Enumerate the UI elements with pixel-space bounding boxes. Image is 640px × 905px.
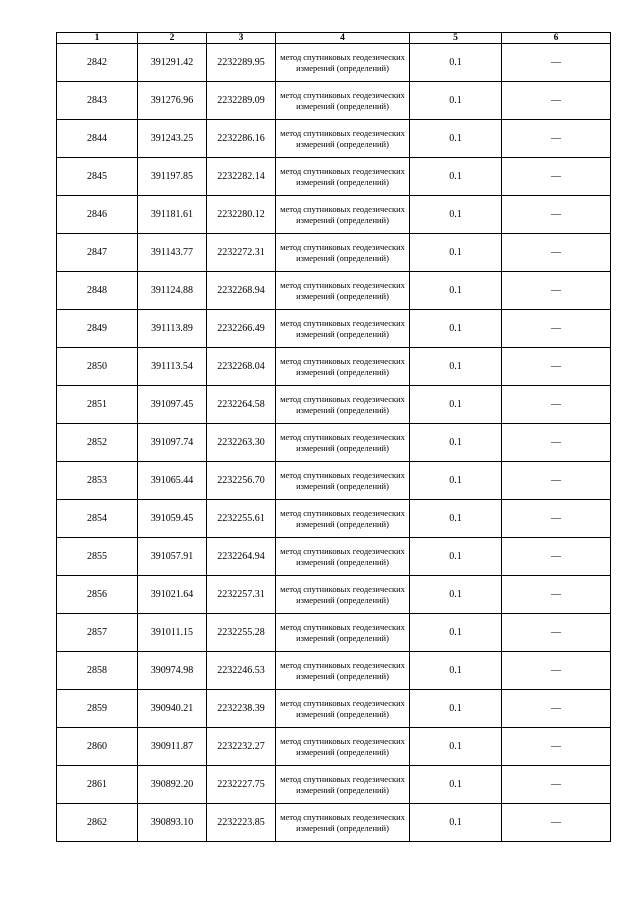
note-cell: — bbox=[502, 652, 611, 690]
table-row bbox=[57, 310, 611, 348]
header-cell-1: 1 bbox=[57, 33, 138, 44]
table-row bbox=[57, 234, 611, 272]
accuracy-cell: 0.1 bbox=[410, 652, 502, 690]
accuracy-cell: 0.1 bbox=[410, 728, 502, 766]
note-cell: — bbox=[502, 234, 611, 272]
method-cell: метод спутниковых геодезических измерений (определений) bbox=[276, 82, 410, 120]
note-cell: — bbox=[502, 82, 611, 120]
y-coordinate-cell: 2232257.31 bbox=[207, 576, 276, 614]
point-number-cell: 2849 bbox=[57, 310, 138, 348]
method-cell: метод спутниковых геодезических измерений (определений) bbox=[276, 120, 410, 158]
point-number-cell: 2845 bbox=[57, 158, 138, 196]
method-cell: метод спутниковых геодезических измерений (определений) bbox=[276, 272, 410, 310]
table-row bbox=[57, 500, 611, 538]
point-number-cell: 2855 bbox=[57, 538, 138, 576]
accuracy-cell: 0.1 bbox=[410, 538, 502, 576]
method-cell: метод спутниковых геодезических измерений (определений) bbox=[276, 804, 410, 842]
y-coordinate-cell: 2232264.94 bbox=[207, 538, 276, 576]
method-cell: метод спутниковых геодезических измерений (определений) bbox=[276, 538, 410, 576]
table-row bbox=[57, 386, 611, 424]
x-coordinate-cell: 391057.91 bbox=[138, 538, 207, 576]
x-coordinate-cell: 391181.61 bbox=[138, 196, 207, 234]
y-coordinate-cell: 2232289.09 bbox=[207, 82, 276, 120]
table-row bbox=[57, 766, 611, 804]
y-coordinate-cell: 2232266.49 bbox=[207, 310, 276, 348]
table-row bbox=[57, 272, 611, 310]
method-cell: метод спутниковых геодезических измерений (определений) bbox=[276, 158, 410, 196]
point-number-cell: 2852 bbox=[57, 424, 138, 462]
x-coordinate-cell: 391113.54 bbox=[138, 348, 207, 386]
y-coordinate-cell: 2232223.85 bbox=[207, 804, 276, 842]
header-cell-3: 3 bbox=[207, 33, 276, 44]
point-number-cell: 2844 bbox=[57, 120, 138, 158]
point-number-cell: 2858 bbox=[57, 652, 138, 690]
x-coordinate-cell: 391276.96 bbox=[138, 82, 207, 120]
y-coordinate-cell: 2232268.04 bbox=[207, 348, 276, 386]
y-coordinate-cell: 2232264.58 bbox=[207, 386, 276, 424]
note-cell: — bbox=[502, 576, 611, 614]
method-cell: метод спутниковых геодезических измерений (определений) bbox=[276, 424, 410, 462]
note-cell: — bbox=[502, 310, 611, 348]
x-coordinate-cell: 391124.88 bbox=[138, 272, 207, 310]
note-cell: — bbox=[502, 424, 611, 462]
note-cell: — bbox=[502, 272, 611, 310]
x-coordinate-cell: 390974.98 bbox=[138, 652, 207, 690]
note-cell: — bbox=[502, 158, 611, 196]
method-cell: метод спутниковых геодезических измерений (определений) bbox=[276, 310, 410, 348]
accuracy-cell: 0.1 bbox=[410, 82, 502, 120]
accuracy-cell: 0.1 bbox=[410, 44, 502, 82]
point-number-cell: 2848 bbox=[57, 272, 138, 310]
point-number-cell: 2847 bbox=[57, 234, 138, 272]
method-cell: метод спутниковых геодезических измерений (определений) bbox=[276, 44, 410, 82]
method-cell: метод спутниковых геодезических измерений (определений) bbox=[276, 614, 410, 652]
method-cell: метод спутниковых геодезических измерений (определений) bbox=[276, 652, 410, 690]
coordinates-table bbox=[56, 32, 611, 842]
y-coordinate-cell: 2232280.12 bbox=[207, 196, 276, 234]
x-coordinate-cell: 391011.15 bbox=[138, 614, 207, 652]
note-cell: — bbox=[502, 690, 611, 728]
method-cell: метод спутниковых геодезических измерений (определений) bbox=[276, 576, 410, 614]
y-coordinate-cell: 2232255.28 bbox=[207, 614, 276, 652]
note-cell: — bbox=[502, 196, 611, 234]
method-cell: метод спутниковых геодезических измерений (определений) bbox=[276, 766, 410, 804]
header-cell-4: 4 bbox=[276, 33, 410, 44]
table-row bbox=[57, 462, 611, 500]
table-row bbox=[57, 728, 611, 766]
point-number-cell: 2857 bbox=[57, 614, 138, 652]
method-cell: метод спутниковых геодезических измерений (определений) bbox=[276, 386, 410, 424]
method-cell: метод спутниковых геодезических измерений (определений) bbox=[276, 234, 410, 272]
point-number-cell: 2860 bbox=[57, 728, 138, 766]
table-row bbox=[57, 196, 611, 234]
accuracy-cell: 0.1 bbox=[410, 804, 502, 842]
point-number-cell: 2846 bbox=[57, 196, 138, 234]
accuracy-cell: 0.1 bbox=[410, 576, 502, 614]
accuracy-cell: 0.1 bbox=[410, 234, 502, 272]
method-cell: метод спутниковых геодезических измерений (определений) bbox=[276, 348, 410, 386]
x-coordinate-cell: 390892.20 bbox=[138, 766, 207, 804]
header-cell-6: 6 bbox=[502, 33, 611, 44]
x-coordinate-cell: 390911.87 bbox=[138, 728, 207, 766]
note-cell: — bbox=[502, 614, 611, 652]
x-coordinate-cell: 391143.77 bbox=[138, 234, 207, 272]
method-cell: метод спутниковых геодезических измерений (определений) bbox=[276, 690, 410, 728]
table-row bbox=[57, 424, 611, 462]
point-number-cell: 2854 bbox=[57, 500, 138, 538]
table-row bbox=[57, 82, 611, 120]
accuracy-cell: 0.1 bbox=[410, 766, 502, 804]
x-coordinate-cell: 391097.74 bbox=[138, 424, 207, 462]
y-coordinate-cell: 2232255.61 bbox=[207, 500, 276, 538]
x-coordinate-cell: 391059.45 bbox=[138, 500, 207, 538]
point-number-cell: 2851 bbox=[57, 386, 138, 424]
y-coordinate-cell: 2232238.39 bbox=[207, 690, 276, 728]
y-coordinate-cell: 2232246.53 bbox=[207, 652, 276, 690]
table-body bbox=[57, 44, 611, 842]
point-number-cell: 2856 bbox=[57, 576, 138, 614]
accuracy-cell: 0.1 bbox=[410, 500, 502, 538]
accuracy-cell: 0.1 bbox=[410, 272, 502, 310]
accuracy-cell: 0.1 bbox=[410, 348, 502, 386]
method-cell: метод спутниковых геодезических измерений (определений) bbox=[276, 728, 410, 766]
y-coordinate-cell: 2232227.75 bbox=[207, 766, 276, 804]
y-coordinate-cell: 2232263.30 bbox=[207, 424, 276, 462]
table-row bbox=[57, 158, 611, 196]
note-cell: — bbox=[502, 538, 611, 576]
point-number-cell: 2843 bbox=[57, 82, 138, 120]
y-coordinate-cell: 2232286.16 bbox=[207, 120, 276, 158]
header-cell-5: 5 bbox=[410, 33, 502, 44]
point-number-cell: 2859 bbox=[57, 690, 138, 728]
accuracy-cell: 0.1 bbox=[410, 462, 502, 500]
table-row bbox=[57, 614, 611, 652]
accuracy-cell: 0.1 bbox=[410, 386, 502, 424]
accuracy-cell: 0.1 bbox=[410, 120, 502, 158]
table-row bbox=[57, 804, 611, 842]
method-cell: метод спутниковых геодезических измерений (определений) bbox=[276, 462, 410, 500]
point-number-cell: 2853 bbox=[57, 462, 138, 500]
accuracy-cell: 0.1 bbox=[410, 310, 502, 348]
table-row bbox=[57, 538, 611, 576]
x-coordinate-cell: 391291.42 bbox=[138, 44, 207, 82]
header-cell-2: 2 bbox=[138, 33, 207, 44]
x-coordinate-cell: 391243.25 bbox=[138, 120, 207, 158]
accuracy-cell: 0.1 bbox=[410, 424, 502, 462]
x-coordinate-cell: 390940.21 bbox=[138, 690, 207, 728]
y-coordinate-cell: 2232272.31 bbox=[207, 234, 276, 272]
accuracy-cell: 0.1 bbox=[410, 196, 502, 234]
x-coordinate-cell: 391197.85 bbox=[138, 158, 207, 196]
x-coordinate-cell: 391065.44 bbox=[138, 462, 207, 500]
x-coordinate-cell: 391113.89 bbox=[138, 310, 207, 348]
note-cell: — bbox=[502, 120, 611, 158]
x-coordinate-cell: 391097.45 bbox=[138, 386, 207, 424]
point-number-cell: 2850 bbox=[57, 348, 138, 386]
header-row bbox=[57, 33, 611, 44]
note-cell: — bbox=[502, 348, 611, 386]
point-number-cell: 2861 bbox=[57, 766, 138, 804]
table-row bbox=[57, 44, 611, 82]
y-coordinate-cell: 2232268.94 bbox=[207, 272, 276, 310]
table-row bbox=[57, 348, 611, 386]
y-coordinate-cell: 2232232.27 bbox=[207, 728, 276, 766]
x-coordinate-cell: 391021.64 bbox=[138, 576, 207, 614]
note-cell: — bbox=[502, 500, 611, 538]
method-cell: метод спутниковых геодезических измерений (определений) bbox=[276, 196, 410, 234]
point-number-cell: 2862 bbox=[57, 804, 138, 842]
accuracy-cell: 0.1 bbox=[410, 690, 502, 728]
method-cell: метод спутниковых геодезических измерений (определений) bbox=[276, 500, 410, 538]
note-cell: — bbox=[502, 728, 611, 766]
point-number-cell: 2842 bbox=[57, 44, 138, 82]
note-cell: — bbox=[502, 386, 611, 424]
table-row bbox=[57, 690, 611, 728]
y-coordinate-cell: 2232256.70 bbox=[207, 462, 276, 500]
note-cell: — bbox=[502, 462, 611, 500]
note-cell: — bbox=[502, 44, 611, 82]
table-row bbox=[57, 120, 611, 158]
accuracy-cell: 0.1 bbox=[410, 158, 502, 196]
x-coordinate-cell: 390893.10 bbox=[138, 804, 207, 842]
accuracy-cell: 0.1 bbox=[410, 614, 502, 652]
note-cell: — bbox=[502, 804, 611, 842]
table-row bbox=[57, 576, 611, 614]
table-row bbox=[57, 652, 611, 690]
y-coordinate-cell: 2232282.14 bbox=[207, 158, 276, 196]
y-coordinate-cell: 2232289.95 bbox=[207, 44, 276, 82]
note-cell: — bbox=[502, 766, 611, 804]
